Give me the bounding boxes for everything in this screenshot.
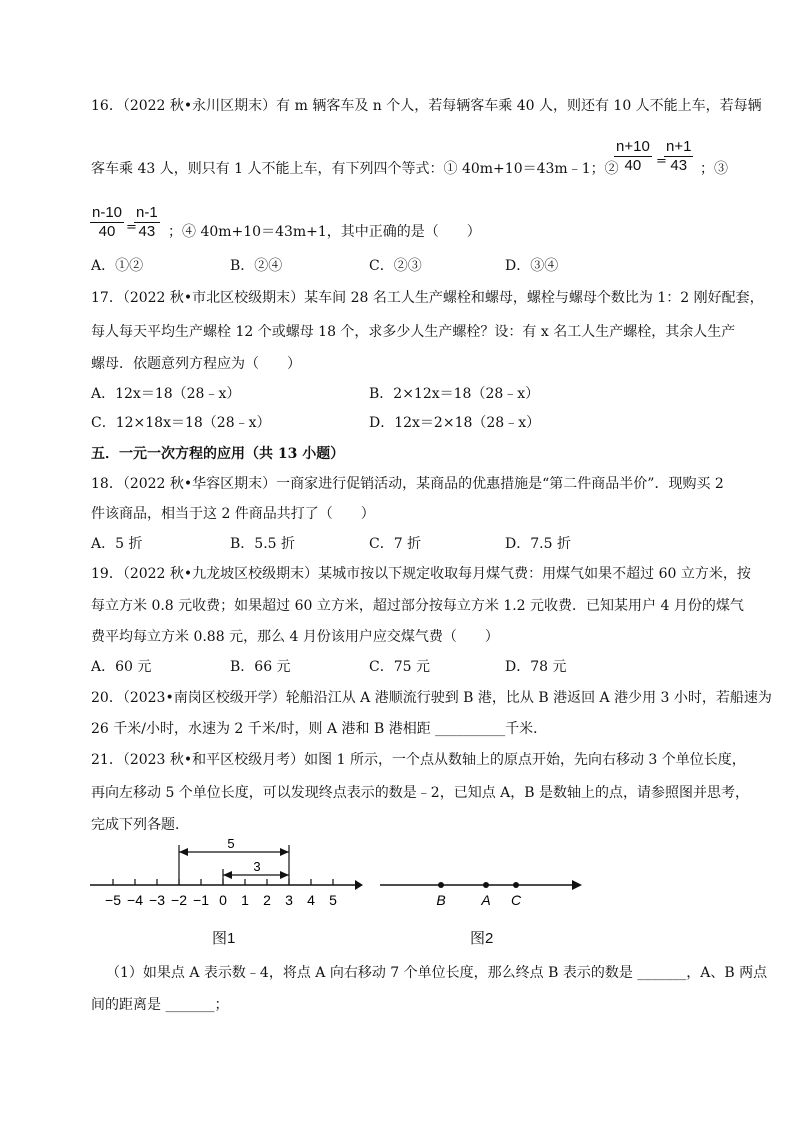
q16-line1: 16．（2022 秋•永川区期末）有 m 辆客车及 n 个人，若每辆客车乘 40 人，则还有 10 人不能上车，若每辆 — [91, 98, 762, 114]
q21-line1: 21．（2023 秋•和平区校级月考）如图 1 所示，一个点从数轴上的原点开始，先向右移动 3 个单位长度， — [91, 752, 746, 768]
q19-option-b: B．66 元 — [230, 659, 291, 675]
tick-label: 2 — [263, 892, 271, 908]
q20-line2: 26 千米/小时，水速为 2 千米/时，则 A 港和 B 港相距 __________千米． — [91, 721, 548, 737]
tick-label: −3 — [149, 892, 165, 908]
q18-option-c: C．7 折 — [369, 536, 422, 552]
q19-option-a: A．60 元 — [91, 659, 152, 675]
arrow-short-left-head-icon — [223, 871, 232, 879]
point-c — [513, 882, 519, 888]
q16-line2: 客车乘 43 人，则只有 1 人不能上车，有下列四个等式：① 40m+10＝43m﹣1；② — [91, 161, 619, 177]
q17-line2: 每人每天平均生产螺栓 12 个或螺母 18 个，求多少人生产螺栓？设：有 x 名工人生产螺栓，其余人生产 — [91, 324, 736, 340]
figure-2-caption: 图2 — [470, 930, 494, 947]
q19-line2: 每立方米 0.8 元收费；如果超过 60 立方米，超过部分按每立方米 1.2 元收费．已知某用户 4 月份的煤气 — [91, 598, 744, 614]
fraction-denominator: 40 — [624, 157, 642, 174]
q16-option-c: C．②③ — [369, 258, 422, 274]
tick-label: −5 — [105, 892, 121, 908]
tick-label: 4 — [307, 892, 315, 908]
q16-fraction-4: n-1 43 — [136, 204, 158, 240]
figure-2-number-line — [375, 870, 590, 910]
q16-fraction-2: n+1 43 — [666, 138, 692, 174]
point-c-label: C — [510, 892, 522, 908]
arrow-short-label: 3 — [253, 859, 261, 874]
tick-label: 0 — [219, 892, 227, 908]
section-heading: 五．一元一次方程的应用（共 13 小题） — [91, 446, 345, 462]
q21-sub1-line2: 间的距离是 _______； — [91, 997, 229, 1013]
q19-option-c: C．75 元 — [369, 659, 430, 675]
q16-fraction-3: n-10 40 — [92, 204, 123, 240]
q16-option-b: B．②④ — [230, 258, 283, 274]
q16-equals-1: = — [656, 154, 667, 169]
tick-label: 5 — [329, 892, 337, 908]
q16-equals-2: = — [126, 220, 137, 235]
point-b — [438, 882, 444, 888]
fraction-numerator: n+10 — [616, 138, 650, 155]
q17-option-b: B．2×12x＝18（28﹣x） — [369, 386, 540, 402]
q17-line1: 17．（2022 秋•市北区校级期末）某车间 28 名工人生产螺栓和螺母，螺栓与螺母个数比为 1：2 刚好配套， — [91, 290, 764, 306]
q21-line3: 完成下列各题． — [91, 817, 189, 833]
tick-label: −2 — [171, 892, 187, 908]
axis-arrow-icon — [355, 880, 363, 890]
q17-option-c: C．12×18x＝18（28﹣x） — [91, 415, 271, 431]
q18-option-b: B．5.5 折 — [230, 536, 296, 552]
tick-label: 1 — [241, 892, 249, 908]
tick-label: −1 — [193, 892, 209, 908]
q18-line2: 件该商品，相当于这 2 件商品共打了（ ） — [91, 506, 375, 522]
q18-option-d: D．7.5 折 — [505, 536, 571, 552]
q17-option-d: D．12x＝2×18（28﹣x） — [369, 415, 541, 431]
line-2-arrow-icon — [572, 880, 582, 890]
figure-1-caption: 图1 — [212, 930, 236, 947]
q19-line1: 19．（2022 秋•九龙坡区校级期末）某城市按以下规定收取每月煤气费：用煤气如果不超过 60 立方米，按 — [91, 566, 751, 582]
point-a — [483, 882, 489, 888]
q21-sub1-line1: （1）如果点 A 表示数﹣4，将点 A 向右移动 7 个单位长度，那么终点 B 表示的数是 _______，A、B 两点 — [106, 965, 768, 981]
q20-line1: 20．（2023•南岗区校级开学）轮船沿江从 A 港顺流行驶到 B 港，比从 B 港返回 A 港少用 3 小时，若船速为 — [91, 690, 772, 706]
q17-option-a: A．12x＝18（28﹣x） — [91, 386, 241, 402]
arrow-short-right-head-icon — [280, 871, 289, 879]
q19-line3: 费平均每立方米 0.88 元，那么 4 月份该用户应交煤气费（ ） — [91, 629, 499, 645]
q16-option-d: D．③④ — [505, 258, 559, 274]
arrow-left-head-icon — [179, 848, 188, 856]
q17-line3: 螺母．依题意列方程应为（ ） — [91, 356, 301, 372]
q18-line1: 18．（2022 秋•华容区期末）一商家进行促销活动，某商品的优惠措施是“第二件商品半价”．现购买 2 — [91, 476, 724, 492]
q16-option-a: A．①② — [91, 258, 144, 274]
q18-option-a: A．5 折 — [91, 536, 143, 552]
arrow-right-head-icon — [280, 848, 289, 856]
tick-label: 3 — [285, 892, 293, 908]
arrow-long-label: 5 — [227, 836, 235, 851]
q16-separator: ；③ — [700, 161, 728, 177]
point-a-label: A — [481, 892, 491, 908]
q19-option-d: D．78 元 — [505, 659, 567, 675]
point-b-label: B — [436, 892, 446, 908]
q16-line3: ；④ 40m+10＝43m+1，其中正确的是（ ） — [168, 224, 481, 240]
figure-1-number-line — [85, 835, 365, 925]
q21-line2: 再向左移动 5 个单位长度，可以发现终点表示的数是﹣2，已知点 A，B 是数轴上的点，请参照图并思考， — [91, 785, 750, 801]
tick-label-group — [105, 892, 337, 908]
tick-label: −4 — [127, 892, 143, 908]
q16-fraction-1 — [614, 138, 652, 175]
